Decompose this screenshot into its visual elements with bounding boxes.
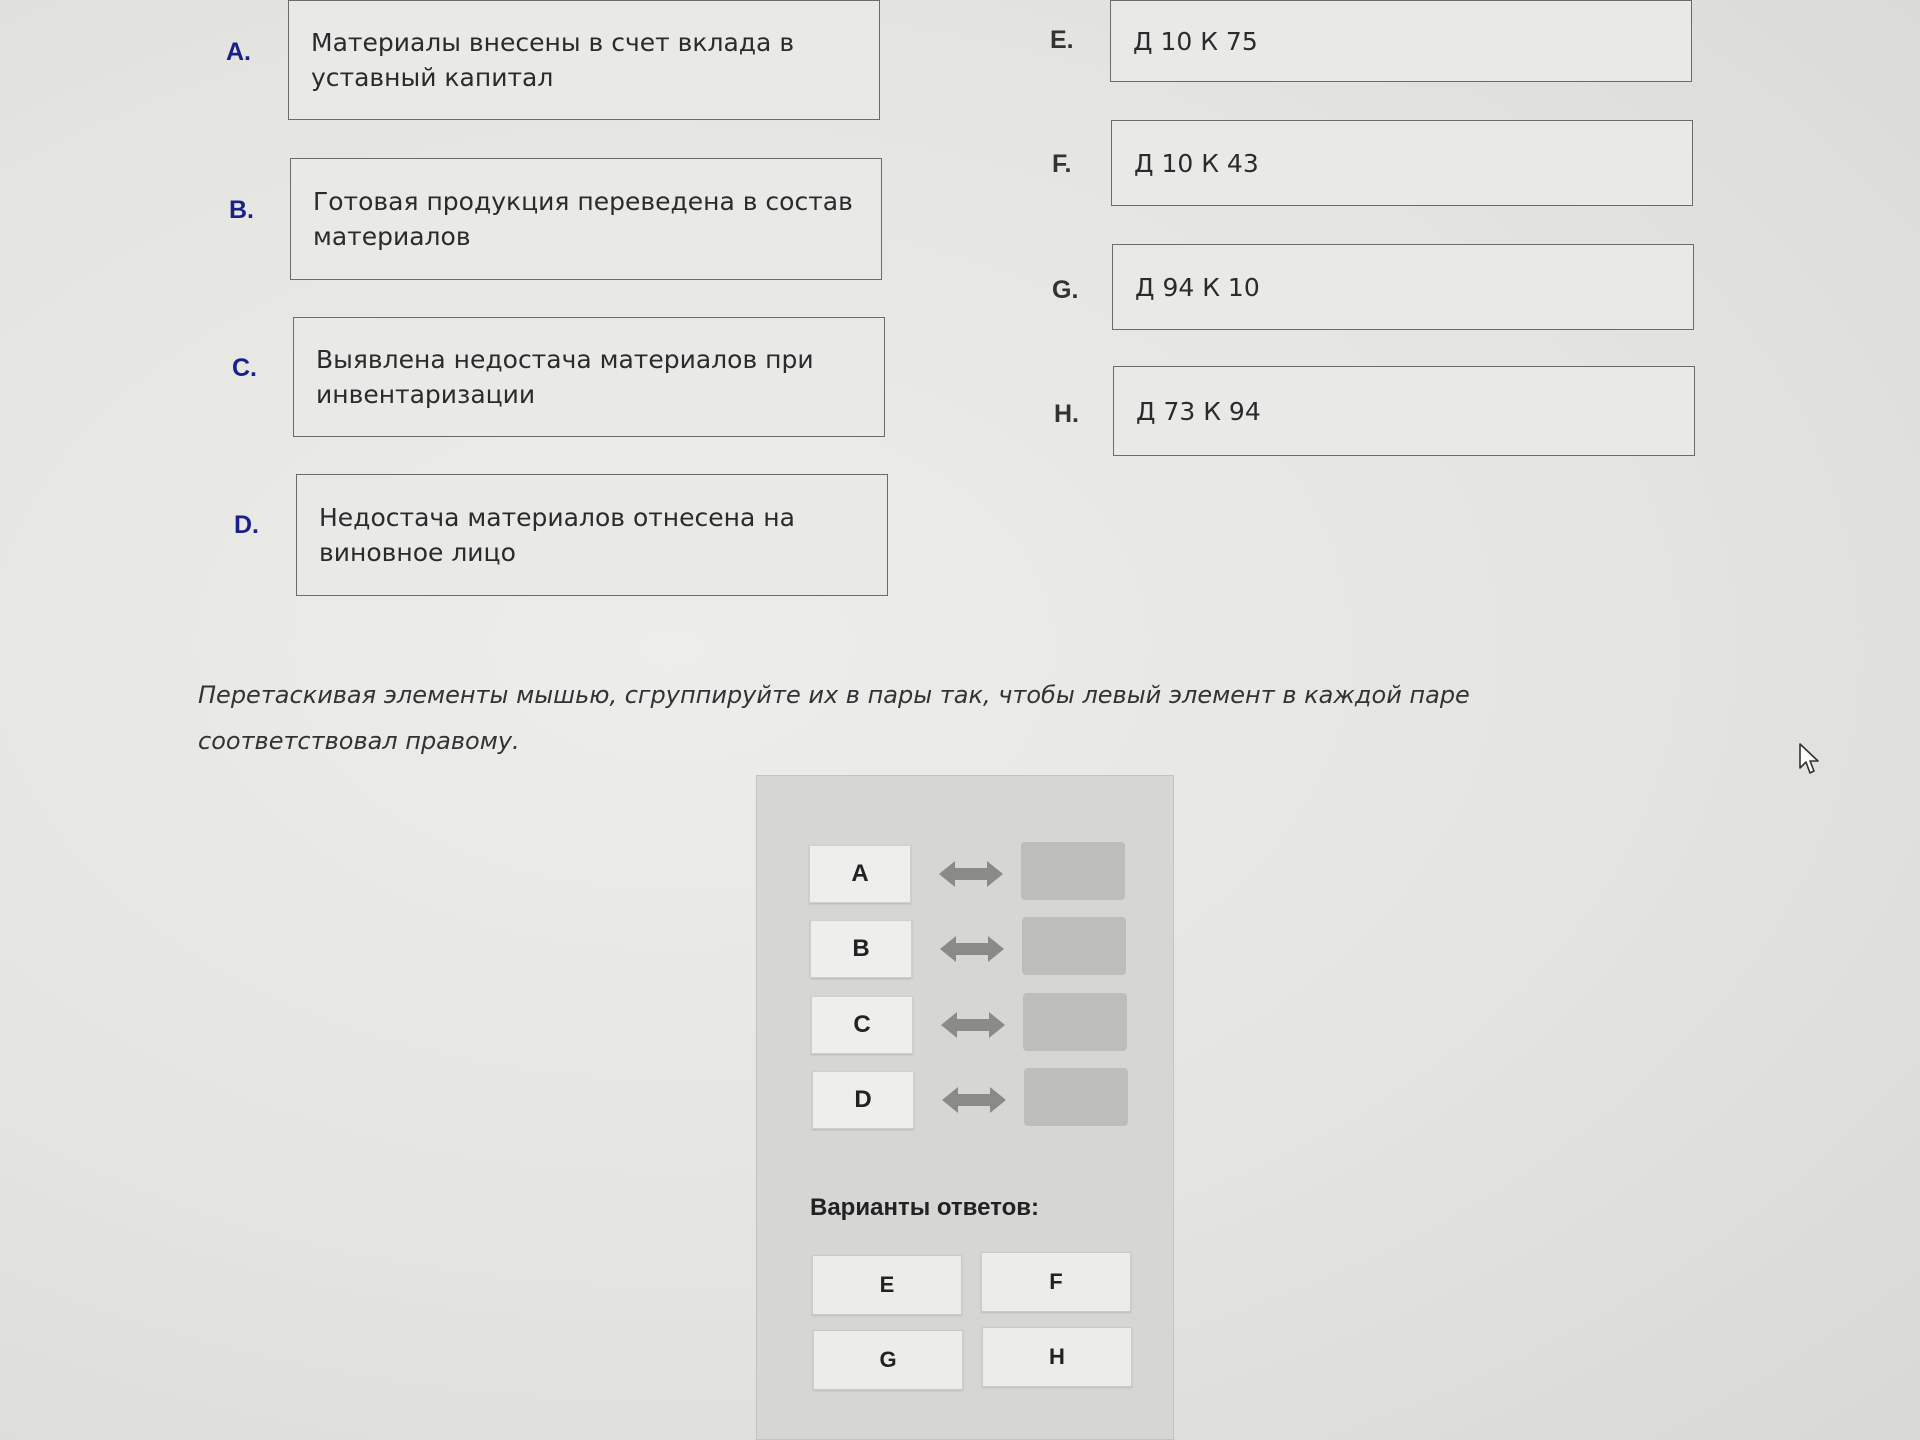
option-e-text: Д 10 К 75 — [1133, 26, 1258, 56]
option-c-letter: C. — [232, 354, 257, 382]
drop-slot-d[interactable] — [1024, 1068, 1128, 1126]
option-g-letter: G. — [1052, 276, 1079, 304]
pair-left-a[interactable]: A — [809, 845, 911, 903]
instruction-text: Перетаскивая элементы мышью, сгруппируйте их в пары так, чтобы левый элемент в каждой паре соответствовал правому. — [198, 681, 1470, 755]
option-b-text: Готовая продукция переведена в состав материалов — [313, 187, 853, 251]
drag-drop-panel — [756, 775, 1174, 1440]
double-arrow-icon — [942, 1085, 1006, 1115]
option-h-letter: H. — [1054, 400, 1079, 428]
answer-choice-h[interactable]: H — [982, 1327, 1132, 1387]
option-f-letter: F. — [1052, 150, 1072, 178]
option-a-letter: A. — [226, 38, 251, 66]
double-arrow-icon — [941, 1010, 1005, 1040]
option-e-letter: E. — [1050, 26, 1074, 54]
option-b-box — [290, 158, 882, 280]
option-d-text: Недостача материалов отнесена на виновное лицо — [319, 503, 795, 567]
option-f-text: Д 10 К 43 — [1134, 148, 1259, 178]
option-c-box — [293, 317, 885, 437]
option-a-box — [288, 0, 880, 120]
option-h-box — [1113, 366, 1695, 456]
drop-slot-c[interactable] — [1023, 993, 1127, 1051]
option-f-box — [1111, 120, 1693, 206]
pair-left-b[interactable]: B — [810, 920, 912, 978]
drop-slot-b[interactable] — [1022, 917, 1126, 975]
option-c-text: Выявлена недостача материалов при инвентаризации — [316, 345, 814, 409]
option-h-text: Д 73 К 94 — [1136, 396, 1261, 426]
double-arrow-icon — [939, 859, 1003, 889]
answer-choice-f[interactable]: F — [981, 1252, 1131, 1312]
pair-left-d[interactable]: D — [812, 1071, 914, 1129]
option-d-box — [296, 474, 888, 596]
answers-title: Варианты ответов: — [810, 1194, 1039, 1221]
option-g-text: Д 94 К 10 — [1135, 272, 1260, 302]
option-e-box — [1110, 0, 1692, 82]
option-d-letter: D. — [234, 511, 259, 539]
drop-slot-a[interactable] — [1021, 842, 1125, 900]
option-g-box — [1112, 244, 1694, 330]
option-a-text: Материалы внесены в счет вклада в уставный капитал — [311, 28, 795, 92]
answer-choice-e[interactable]: E — [812, 1255, 962, 1315]
option-b-letter: B. — [229, 196, 254, 224]
answer-choice-g[interactable]: G — [813, 1330, 963, 1390]
double-arrow-icon — [940, 934, 1004, 964]
mouse-cursor-icon — [1798, 742, 1822, 776]
pair-left-c[interactable]: C — [811, 996, 913, 1054]
